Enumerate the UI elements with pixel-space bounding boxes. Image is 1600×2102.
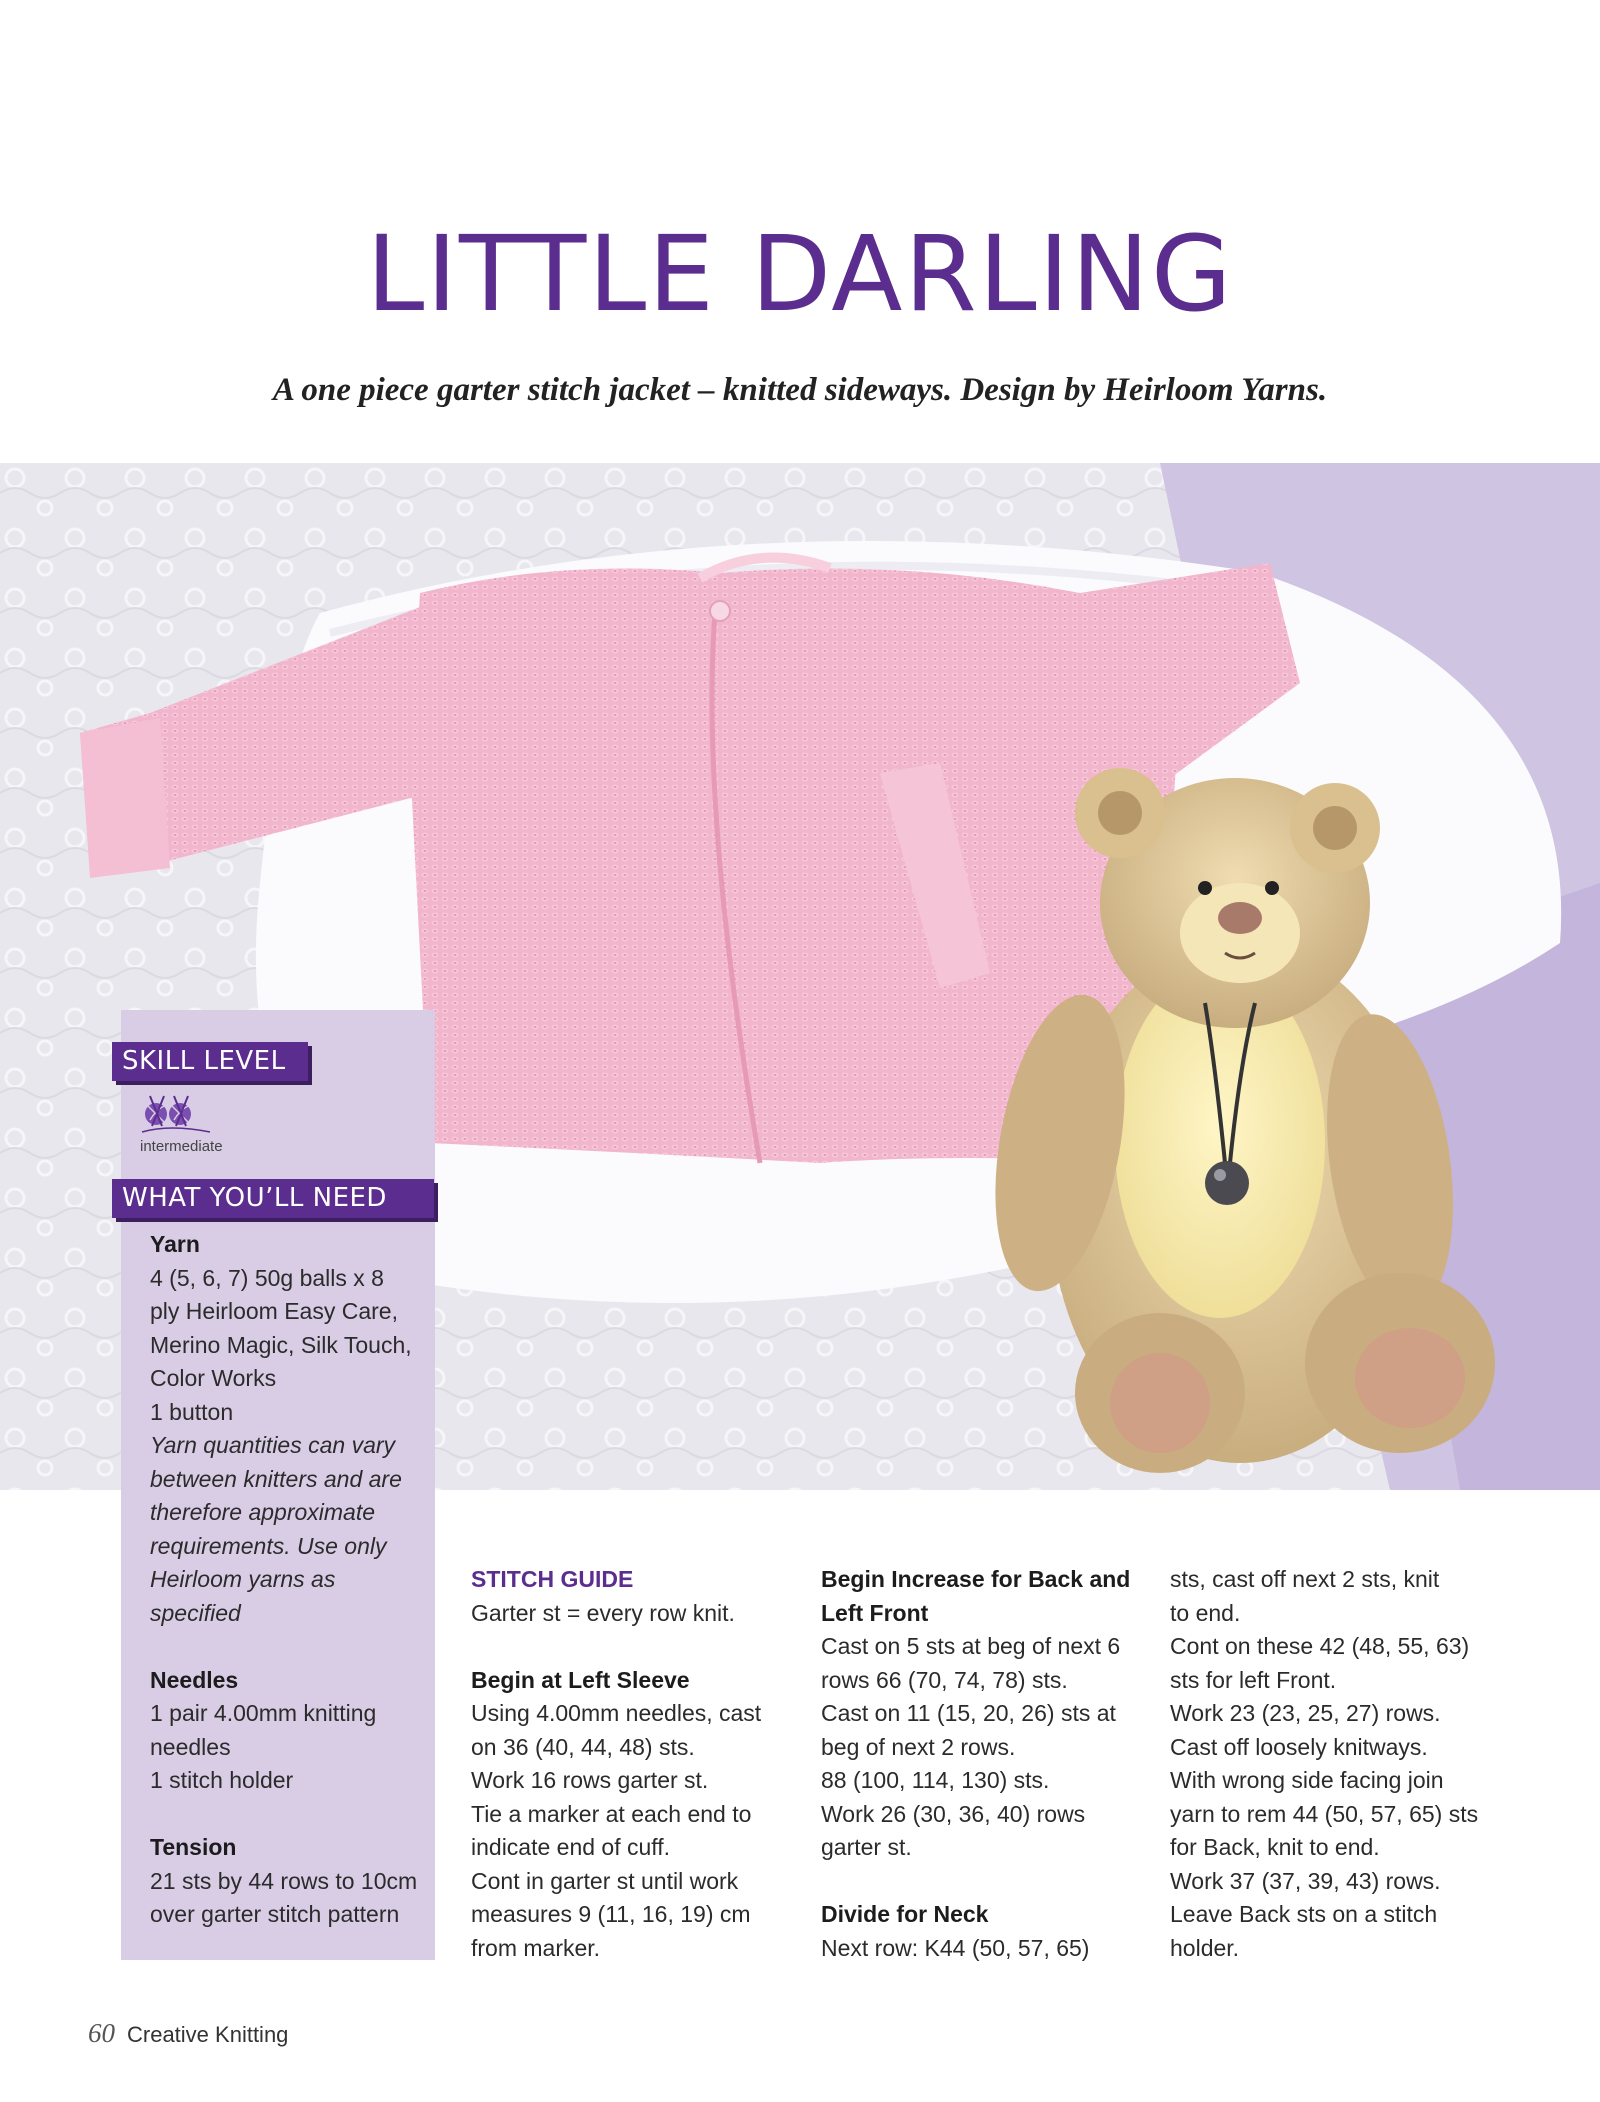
page-footer xyxy=(88,2018,288,2049)
needles-line: 1 pair 4.00mm knitting xyxy=(150,1700,377,1726)
needles-line: 1 stitch holder xyxy=(150,1767,294,1793)
instruction-line: Work 37 (37, 39, 43) rows. xyxy=(1170,1867,1441,1894)
instructions-column-1 xyxy=(471,1563,801,1965)
yarn-heading: Yarn xyxy=(150,1231,200,1257)
page-subtitle: A one piece garter stitch jacket – knitted sideways. Design by Heirloom Yarns. xyxy=(272,372,1328,408)
instruction-line: measures 9 (11, 16, 19) cm xyxy=(471,1901,751,1927)
instruction-line: Next row: K44 (50, 57, 65) xyxy=(821,1934,1090,1961)
skill-level-heading: SKILL LEVEL xyxy=(112,1042,308,1081)
yarn-line: Merino Magic, Silk Touch, xyxy=(150,1331,412,1358)
yarn-line: 4 (5, 6, 7) 50g balls x 8 xyxy=(150,1264,384,1291)
yarn-line: ply Heirloom Easy Care, xyxy=(150,1298,398,1324)
yarn-note-line: specified xyxy=(150,1599,241,1626)
tension-line: over garter stitch pattern xyxy=(150,1901,400,1927)
yarn-balls-icon xyxy=(140,1092,220,1141)
increase-heading: Begin Increase for Back and xyxy=(821,1566,1131,1592)
instruction-line: on 36 (40, 44, 48) sts. xyxy=(471,1733,695,1760)
instructions-column-2 xyxy=(821,1563,1161,1965)
instruction-line: Cont on these 42 (48, 55, 63) xyxy=(1170,1633,1470,1659)
instruction-line: Using 4.00mm needles, cast xyxy=(471,1700,762,1726)
page-title: LITTLE DARLING xyxy=(366,213,1234,335)
neck-heading: Divide for Neck xyxy=(821,1901,989,1927)
page-number: 60 xyxy=(88,2018,115,2048)
magazine-name: Creative Knitting xyxy=(127,2022,289,2047)
instruction-line: Work 23 (23, 25, 27) rows. xyxy=(1170,1700,1441,1726)
stitch-guide-heading: STITCH GUIDE xyxy=(471,1566,634,1592)
instruction-line: sts for left Front. xyxy=(1170,1666,1337,1693)
needles-heading: Needles xyxy=(150,1666,239,1693)
instruction-line: garter st. xyxy=(821,1834,912,1860)
yarn-note-line: Yarn quantities can vary xyxy=(150,1432,396,1458)
skill-level-value: intermediate xyxy=(140,1138,223,1155)
instruction-line: rows 66 (70, 74, 78) sts. xyxy=(821,1666,1068,1693)
instruction-line: Work 16 rows garter st. xyxy=(471,1767,709,1793)
needles-line: needles xyxy=(150,1733,231,1760)
instructions-column-3 xyxy=(1170,1563,1510,1965)
tension-line: 21 sts by 44 rows to 10cm xyxy=(150,1867,418,1894)
yarn-line: 1 button xyxy=(150,1398,234,1425)
what-you-need-heading: WHAT YOU’LL NEED xyxy=(112,1179,434,1218)
left-sleeve-heading: Begin at Left Sleeve xyxy=(471,1666,690,1693)
instruction-line: indicate end of cuff. xyxy=(471,1834,671,1860)
yarn-note-line: therefore approximate xyxy=(150,1499,376,1525)
instruction-line: yarn to rem 44 (50, 57, 65) sts xyxy=(1170,1800,1479,1827)
instruction-line: to end. xyxy=(1170,1599,1241,1626)
materials-list xyxy=(150,1228,450,1932)
stitch-guide-text: Garter st = every row knit. xyxy=(471,1599,735,1626)
instruction-line: Cast on 11 (15, 20, 26) sts at xyxy=(821,1700,1116,1726)
instruction-line: Work 26 (30, 36, 40) rows xyxy=(821,1800,1086,1827)
yarn-note-line: requirements. Use only xyxy=(150,1532,387,1559)
instruction-line: Cast off loosely knitways. xyxy=(1170,1733,1428,1760)
instruction-line: Tie a marker at each end to xyxy=(471,1800,752,1827)
instruction-line: beg of next 2 rows. xyxy=(821,1733,1016,1760)
instruction-line: sts, cast off next 2 sts, knit xyxy=(1170,1566,1440,1592)
tension-heading: Tension xyxy=(150,1834,237,1860)
instruction-line: 88 (100, 114, 130) sts. xyxy=(821,1767,1050,1793)
instruction-line: for Back, knit to end. xyxy=(1170,1834,1380,1860)
instruction-line: from marker. xyxy=(471,1934,601,1961)
yarn-note-line: Heirloom yarns as xyxy=(150,1566,336,1592)
instruction-line: Leave Back sts on a stitch xyxy=(1170,1901,1438,1927)
yarn-line: Color Works xyxy=(150,1365,277,1391)
instruction-line: With wrong side facing join xyxy=(1170,1767,1444,1793)
yarn-note-line: between knitters and are xyxy=(150,1465,402,1492)
increase-heading: Left Front xyxy=(821,1599,929,1626)
instruction-line: Cont in garter st until work xyxy=(471,1867,739,1894)
instruction-line: Cast on 5 sts at beg of next 6 xyxy=(821,1633,1121,1659)
instruction-line: holder. xyxy=(1170,1934,1240,1961)
